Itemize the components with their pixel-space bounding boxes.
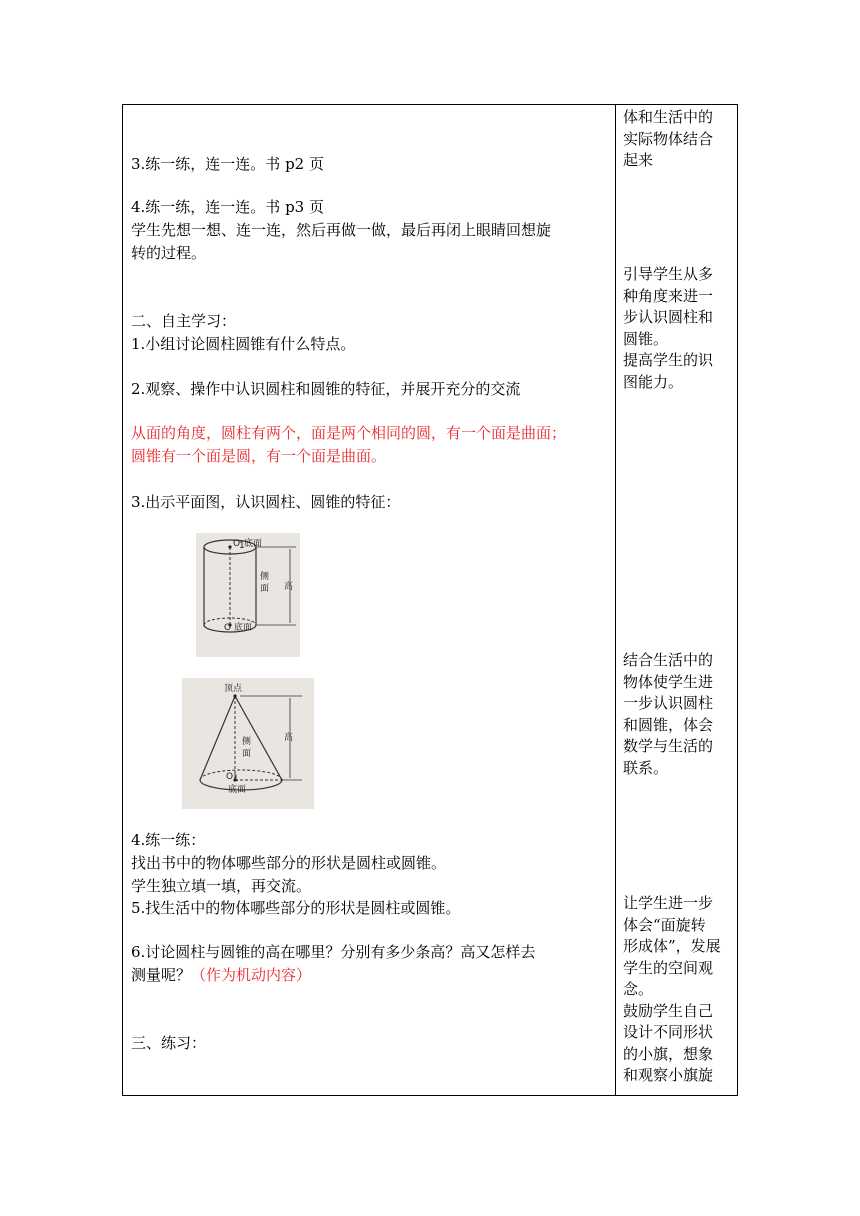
optional-content-note: （作为机动内容） bbox=[191, 966, 312, 984]
cylinder-label-top-sub: 1 bbox=[239, 541, 245, 551]
column-divider bbox=[615, 105, 616, 1095]
cylinder-label-height: 高 bbox=[284, 582, 294, 592]
cylinder-label-side-2: 面 bbox=[260, 584, 270, 594]
highlight-line-2: 圆锥有一个面是圆，有一个面是曲面。 bbox=[131, 447, 387, 465]
highlight-line-1: 从面的角度，圆柱有两个，面是两个相同的圆，有一个面是曲面； bbox=[131, 424, 567, 442]
cylinder-label-top-base: 底面 bbox=[244, 539, 263, 549]
cone-label-side-1: 侧 bbox=[242, 737, 252, 747]
discussion-line-1: 6.讨论圆柱与圆锥的高在哪里？分别有多少条高？高又怎样去 bbox=[131, 943, 536, 961]
exercise-4-line: 4.练一练，连一连。书 p3 页 bbox=[131, 198, 324, 216]
cone-label-apex: 顶点 bbox=[224, 684, 243, 694]
cone-diagram bbox=[182, 678, 314, 809]
cone-label-base: 底面 bbox=[228, 785, 247, 795]
section-self-study-heading: 二、自主学习： bbox=[131, 312, 237, 330]
self-study-item-1: 1.小组讨论圆柱圆锥有什么特点。 bbox=[131, 335, 356, 353]
note-life-connection: 结合生活中的 物体使学生进 一步认识圆柱 和圆锥，体会 数学与生活的 联系。 bbox=[623, 651, 714, 777]
cone-label-base-sub: 1 bbox=[233, 774, 239, 784]
cylinder-diagram bbox=[196, 533, 300, 657]
lesson-plan-table bbox=[122, 104, 738, 1096]
discussion-line-2 bbox=[131, 965, 311, 985]
student-activity-line-2: 转的过程。 bbox=[131, 244, 207, 262]
practice-heading: 4.练一练： bbox=[131, 831, 206, 849]
student-activity-line: 学生先想一想、连一连，然后再做一做，最后再闭上眼睛回想旋 bbox=[131, 221, 552, 239]
note-multiple-angles: 引导学生从多 种角度来进一 步认识圆柱和 圆锥。 提高学生的识 图能力。 bbox=[623, 265, 714, 391]
cylinder-label-bottom-center: O bbox=[224, 623, 232, 633]
cone-label-side-2: 面 bbox=[242, 749, 252, 759]
cone-label-height: 高 bbox=[284, 733, 294, 743]
discussion-text: 测量呢？ bbox=[131, 966, 192, 984]
cone-label-base-center: O bbox=[226, 772, 234, 782]
cylinder-label-side-1: 侧 bbox=[260, 572, 270, 582]
practice-item-5: 5.找生活中的物体哪些部分的形状是圆柱或圆锥。 bbox=[131, 899, 461, 917]
section-exercise-heading: 三、练习： bbox=[131, 1034, 207, 1052]
note-surface-rotation: 让学生进一步 体会“面旋转 形成体”，发展 学生的空间观 念。 鼓励学生自己 设计不同形状 的小旗，想象 和观察小旗旋 bbox=[623, 894, 721, 1084]
practice-item-2: 学生独立填一填，再交流。 bbox=[131, 877, 312, 895]
note-connect-real-objects: 体和生活中的 实际物体结合 起来 bbox=[623, 108, 714, 169]
practice-item-1: 找出书中的物体哪些部分的形状是圆柱或圆锥。 bbox=[131, 854, 447, 872]
cylinder-label-top-center: O bbox=[233, 539, 241, 549]
cylinder-label-bottom-base: 底面 bbox=[234, 623, 253, 633]
self-study-item-2: 2.观察、操作中认识圆柱和圆锥的特征，并展开充分的交流 bbox=[131, 380, 521, 398]
exercise-3-line: 3.练一练，连一连。书 p2 页 bbox=[131, 155, 324, 173]
self-study-item-3: 3.出示平面图，认识圆柱、圆锥的特征： bbox=[131, 493, 401, 511]
